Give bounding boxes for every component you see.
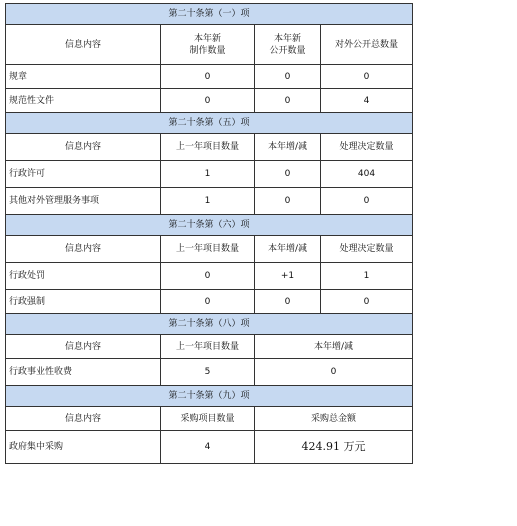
value-cell: 5 (161, 359, 255, 386)
column-header: 本年增/减 (255, 236, 321, 263)
column-header: 本年增/减 (255, 134, 321, 161)
value-cell: 0 (255, 65, 321, 89)
value-cell: 4 (161, 431, 255, 464)
item-name-cell: 政府集中采购 (6, 431, 161, 464)
column-header: 上一年项目数量 (161, 134, 255, 161)
section-title: 第二十条第（一）项 (6, 4, 413, 25)
table-row (6, 263, 413, 290)
value-cell: 0 (255, 290, 321, 314)
item-name-cell: 行政处罚 (6, 263, 161, 290)
item-name-cell: 规章 (6, 65, 161, 89)
column-header: 信息内容 (6, 134, 161, 161)
value-cell: 0 (161, 263, 255, 290)
value-cell: 0 (321, 290, 413, 314)
value-cell: 1 (321, 263, 413, 290)
section-title: 第二十条第（五）项 (6, 113, 413, 134)
column-header: 采购项目数量 (161, 407, 255, 431)
column-header: 信息内容 (6, 25, 161, 65)
statistics-table (5, 3, 413, 464)
value-cell: 0 (161, 65, 255, 89)
item-name-cell: 行政强制 (6, 290, 161, 314)
table-row (6, 188, 413, 215)
section-title: 第二十条第（八）项 (6, 314, 413, 335)
column-header: 信息内容 (6, 236, 161, 263)
value-cell: 404 (321, 161, 413, 188)
table-row (6, 161, 413, 188)
value-cell: 0 (255, 161, 321, 188)
column-header: 采购总金额 (255, 407, 413, 431)
column-header: 本年新 制作数量 (161, 25, 255, 65)
table-row (6, 431, 413, 464)
table-row (6, 359, 413, 386)
item-name-cell: 其他对外管理服务事项 (6, 188, 161, 215)
column-header: 信息内容 (6, 407, 161, 431)
value-cell: 0 (321, 188, 413, 215)
value-cell: 4 (321, 89, 413, 113)
column-header: 上一年项目数量 (161, 335, 255, 359)
section-title: 第二十条第（六）项 (6, 215, 413, 236)
section-title: 第二十条第（九）项 (6, 386, 413, 407)
column-header: 信息内容 (6, 335, 161, 359)
value-cell: 1 (161, 188, 255, 215)
item-name-cell: 行政事业性收费 (6, 359, 161, 386)
value-cell: 0 (255, 89, 321, 113)
value-cell: 0 (161, 290, 255, 314)
column-header: 本年增/减 (255, 335, 413, 359)
value-cell: 424.91 万元 (255, 431, 413, 464)
column-header: 上一年项目数量 (161, 236, 255, 263)
column-header: 对外公开总数量 (321, 25, 413, 65)
column-header: 本年新 公开数量 (255, 25, 321, 65)
table-row (6, 65, 413, 89)
item-name-cell: 规范性文件 (6, 89, 161, 113)
value-cell: +1 (255, 263, 321, 290)
column-header: 处理决定数量 (321, 236, 413, 263)
table-row (6, 89, 413, 113)
item-name-cell: 行政许可 (6, 161, 161, 188)
value-cell: 0 (321, 65, 413, 89)
value-cell: 0 (255, 188, 321, 215)
value-cell: 0 (161, 89, 255, 113)
value-cell: 1 (161, 161, 255, 188)
column-header: 处理决定数量 (321, 134, 413, 161)
value-cell: 0 (255, 359, 413, 386)
table-row (6, 290, 413, 314)
